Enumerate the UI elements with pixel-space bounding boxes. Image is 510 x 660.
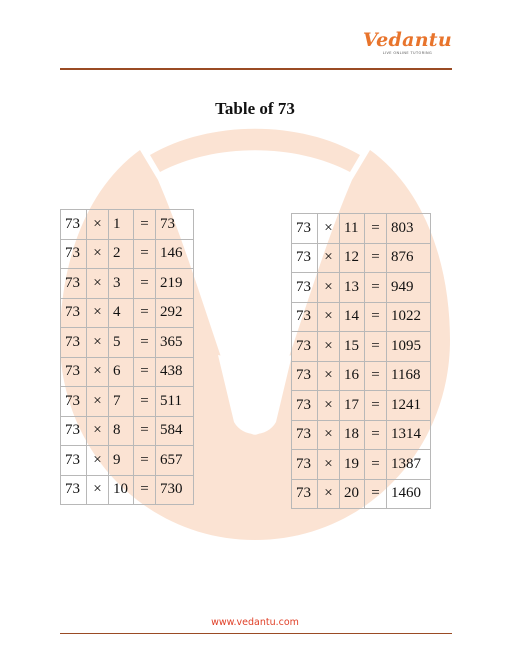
multiplier-cell: 4 — [109, 298, 134, 328]
product-cell: 876 — [387, 243, 431, 273]
product-cell: 73 — [156, 210, 194, 240]
times-sign-cell: × — [318, 361, 340, 391]
table-row — [61, 475, 194, 505]
vedantu-logo[interactable] — [363, 30, 452, 55]
multiplicand-cell: 73 — [61, 357, 87, 387]
product-cell: 657 — [156, 446, 194, 476]
times-sign-cell: × — [318, 214, 340, 244]
product-cell: 1095 — [387, 332, 431, 362]
times-sign-cell: × — [318, 420, 340, 450]
table-row — [292, 479, 431, 509]
multiplier-cell: 18 — [340, 420, 365, 450]
multiplicand-cell: 73 — [292, 420, 318, 450]
table-row — [61, 298, 194, 328]
multiplicand-cell: 73 — [61, 475, 87, 505]
table-row — [292, 243, 431, 273]
equals-sign-cell: = — [365, 332, 387, 362]
times-sign-cell: × — [318, 302, 340, 332]
table-row — [61, 446, 194, 476]
times-sign-cell: × — [87, 475, 109, 505]
header-rule — [60, 68, 452, 70]
multiplicand-cell: 73 — [292, 450, 318, 480]
logo-wordmark: Vedantu — [362, 29, 452, 51]
product-cell: 292 — [156, 298, 194, 328]
product-cell: 1314 — [387, 420, 431, 450]
product-cell: 584 — [156, 416, 194, 446]
product-cell: 1387 — [387, 450, 431, 480]
table-row — [292, 302, 431, 332]
equals-sign-cell: = — [134, 416, 156, 446]
equals-sign-cell: = — [365, 479, 387, 509]
product-cell: 1460 — [387, 479, 431, 509]
equals-sign-cell: = — [134, 475, 156, 505]
multiplication-table-right — [291, 213, 431, 509]
multiplier-cell: 5 — [109, 328, 134, 358]
multiplicand-cell: 73 — [292, 273, 318, 303]
multiplier-cell: 14 — [340, 302, 365, 332]
equals-sign-cell: = — [365, 302, 387, 332]
multiplier-cell: 15 — [340, 332, 365, 362]
table-row — [292, 391, 431, 421]
product-cell: 365 — [156, 328, 194, 358]
footer-rule — [60, 633, 452, 634]
table-row — [292, 273, 431, 303]
multiplier-cell: 7 — [109, 387, 134, 417]
multiplicand-cell: 73 — [292, 302, 318, 332]
equals-sign-cell: = — [134, 357, 156, 387]
product-cell: 1022 — [387, 302, 431, 332]
footer-url-link[interactable]: www.vedantu.com — [211, 617, 299, 628]
table-row — [61, 357, 194, 387]
multiplier-cell: 11 — [340, 214, 365, 244]
times-sign-cell: × — [87, 239, 109, 269]
product-cell: 1241 — [387, 391, 431, 421]
equals-sign-cell: = — [365, 273, 387, 303]
times-sign-cell: × — [318, 273, 340, 303]
times-sign-cell: × — [87, 387, 109, 417]
multiplication-table-left — [60, 209, 194, 505]
times-sign-cell: × — [87, 328, 109, 358]
multiplicand-cell: 73 — [292, 332, 318, 362]
multiplicand-cell: 73 — [61, 210, 87, 240]
multiplier-cell: 3 — [109, 269, 134, 299]
times-sign-cell: × — [318, 450, 340, 480]
product-cell: 511 — [156, 387, 194, 417]
times-sign-cell: × — [318, 479, 340, 509]
multiplicand-cell: 73 — [61, 269, 87, 299]
table-row — [61, 416, 194, 446]
equals-sign-cell: = — [134, 387, 156, 417]
table-row — [292, 420, 431, 450]
table-row — [61, 328, 194, 358]
table-row — [292, 361, 431, 391]
multiplicand-cell: 73 — [61, 298, 87, 328]
equals-sign-cell: = — [134, 298, 156, 328]
multiplicand-cell: 73 — [292, 361, 318, 391]
times-sign-cell: × — [318, 332, 340, 362]
equals-sign-cell: = — [365, 391, 387, 421]
watermark-arc — [150, 129, 360, 172]
multiplier-cell: 10 — [109, 475, 134, 505]
table-row — [292, 332, 431, 362]
multiplier-cell: 2 — [109, 239, 134, 269]
equals-sign-cell: = — [365, 420, 387, 450]
multiplier-cell: 16 — [340, 361, 365, 391]
multiplier-cell: 13 — [340, 273, 365, 303]
times-sign-cell: × — [87, 446, 109, 476]
product-cell: 730 — [156, 475, 194, 505]
equals-sign-cell: = — [365, 361, 387, 391]
multiplier-cell: 1 — [109, 210, 134, 240]
product-cell: 1168 — [387, 361, 431, 391]
multiplicand-cell: 73 — [292, 243, 318, 273]
product-cell: 949 — [387, 273, 431, 303]
times-sign-cell: × — [318, 243, 340, 273]
product-cell: 803 — [387, 214, 431, 244]
multiplier-cell: 17 — [340, 391, 365, 421]
multiplier-cell: 12 — [340, 243, 365, 273]
table-row — [61, 239, 194, 269]
equals-sign-cell: = — [134, 239, 156, 269]
table-row — [61, 210, 194, 240]
table-row — [61, 269, 194, 299]
equals-sign-cell: = — [134, 328, 156, 358]
equals-sign-cell: = — [134, 446, 156, 476]
table-row — [292, 450, 431, 480]
equals-sign-cell: = — [134, 269, 156, 299]
multiplicand-cell: 73 — [61, 328, 87, 358]
equals-sign-cell: = — [365, 214, 387, 244]
multiplier-cell: 20 — [340, 479, 365, 509]
product-cell: 146 — [156, 239, 194, 269]
times-sign-cell: × — [87, 210, 109, 240]
times-sign-cell: × — [87, 269, 109, 299]
times-sign-cell: × — [318, 391, 340, 421]
equals-sign-cell: = — [365, 450, 387, 480]
multiplier-cell: 8 — [109, 416, 134, 446]
logo-tagline: LIVE ONLINE TUTORING — [382, 51, 433, 55]
multiplier-cell: 9 — [109, 446, 134, 476]
product-cell: 438 — [156, 357, 194, 387]
multiplicand-cell: 73 — [61, 446, 87, 476]
multiplier-cell: 6 — [109, 357, 134, 387]
multiplicand-cell: 73 — [61, 239, 87, 269]
table-row — [61, 387, 194, 417]
product-cell: 219 — [156, 269, 194, 299]
multiplicand-cell: 73 — [61, 387, 87, 417]
times-sign-cell: × — [87, 298, 109, 328]
multiplicand-cell: 73 — [292, 479, 318, 509]
equals-sign-cell: = — [134, 210, 156, 240]
multiplicand-cell: 73 — [292, 391, 318, 421]
multiplicand-cell: 73 — [292, 214, 318, 244]
equals-sign-cell: = — [365, 243, 387, 273]
times-sign-cell: × — [87, 416, 109, 446]
times-sign-cell: × — [87, 357, 109, 387]
multiplier-cell: 19 — [340, 450, 365, 480]
table-row — [292, 214, 431, 244]
page-title: Table of 73 — [215, 99, 295, 118]
multiplicand-cell: 73 — [61, 416, 87, 446]
